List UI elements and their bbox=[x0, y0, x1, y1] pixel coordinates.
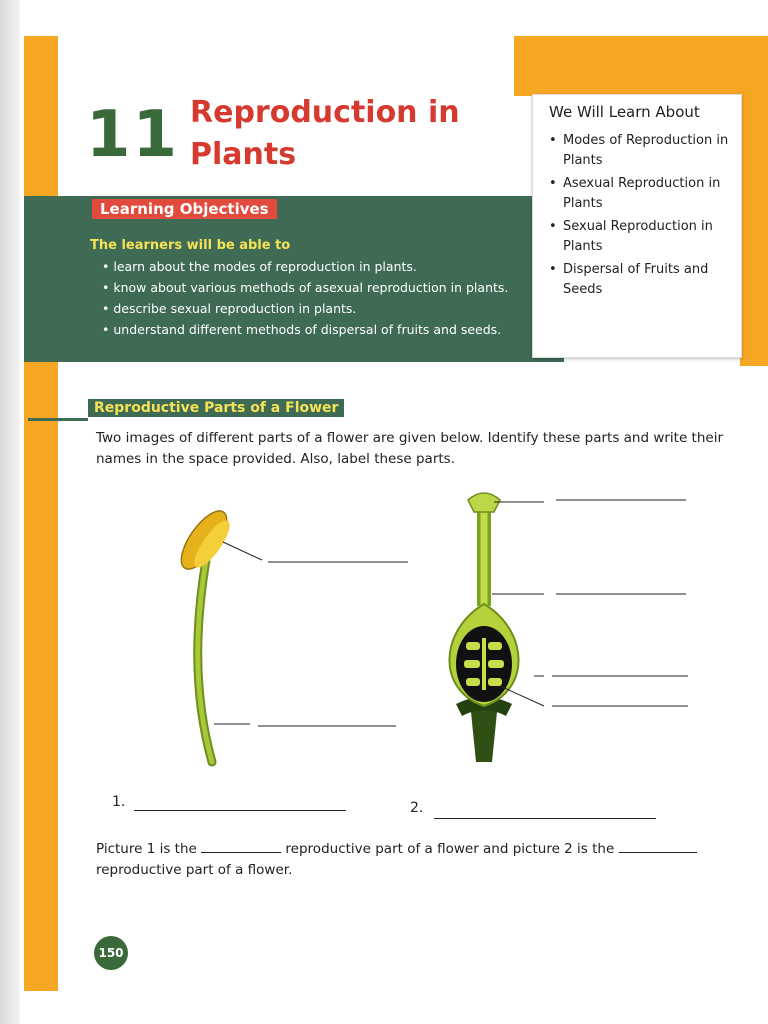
section-instruction: Two images of different parts of a flower are given below. Identify these parts and write their names in the space provided. Also, label these parts. bbox=[96, 430, 724, 467]
we-will-learn-title: We Will Learn About bbox=[549, 103, 700, 121]
section-title: Reproductive Parts of a Flower bbox=[88, 399, 344, 417]
learning-objectives-lead: The learners will be able to bbox=[90, 238, 291, 253]
pistil-illustration bbox=[449, 493, 518, 762]
chapter-number: 11 bbox=[86, 98, 180, 172]
closing-part1: Picture 1 is the bbox=[96, 841, 197, 857]
learning-objectives-tag: Learning Objectives bbox=[92, 199, 277, 219]
learn-topic-item: • Modes of Reproduction in Plants bbox=[549, 131, 735, 171]
answer-blank-2[interactable] bbox=[619, 852, 697, 853]
closing-sentence bbox=[96, 839, 748, 881]
figure-2-answer-line[interactable] bbox=[434, 818, 656, 819]
figure-1-number: 1. bbox=[112, 794, 126, 810]
learn-topic-item: • Sexual Reproduction in Plants bbox=[549, 217, 735, 257]
objective-item: • know about various methods of asexual reproduction in plants. bbox=[102, 277, 508, 298]
objective-item: • learn about the modes of reproduction in plants. bbox=[102, 256, 508, 277]
stamen-illustration bbox=[173, 504, 235, 762]
chapter-title-line1: Reproduction in bbox=[190, 95, 460, 130]
chapter-title-line2: Plants bbox=[190, 137, 297, 172]
objective-item: • describe sexual reproduction in plants. bbox=[102, 298, 508, 319]
figure-1-answer-line[interactable] bbox=[134, 810, 346, 811]
closing-part3: reproductive part of a flower. bbox=[96, 862, 293, 878]
closing-part2: reproductive part of a flower and picture 2 is the bbox=[285, 841, 615, 857]
objective-item: • understand different methods of dispersal of fruits and seeds. bbox=[102, 319, 508, 340]
learn-topic-item: • Dispersal of Fruits and Seeds bbox=[549, 260, 735, 300]
answer-blank-1[interactable] bbox=[201, 852, 281, 853]
learn-topic-item: • Asexual Reproduction in Plants bbox=[549, 174, 735, 214]
figure-2-number: 2. bbox=[410, 800, 424, 816]
page-number-badge: 150 bbox=[94, 936, 128, 970]
